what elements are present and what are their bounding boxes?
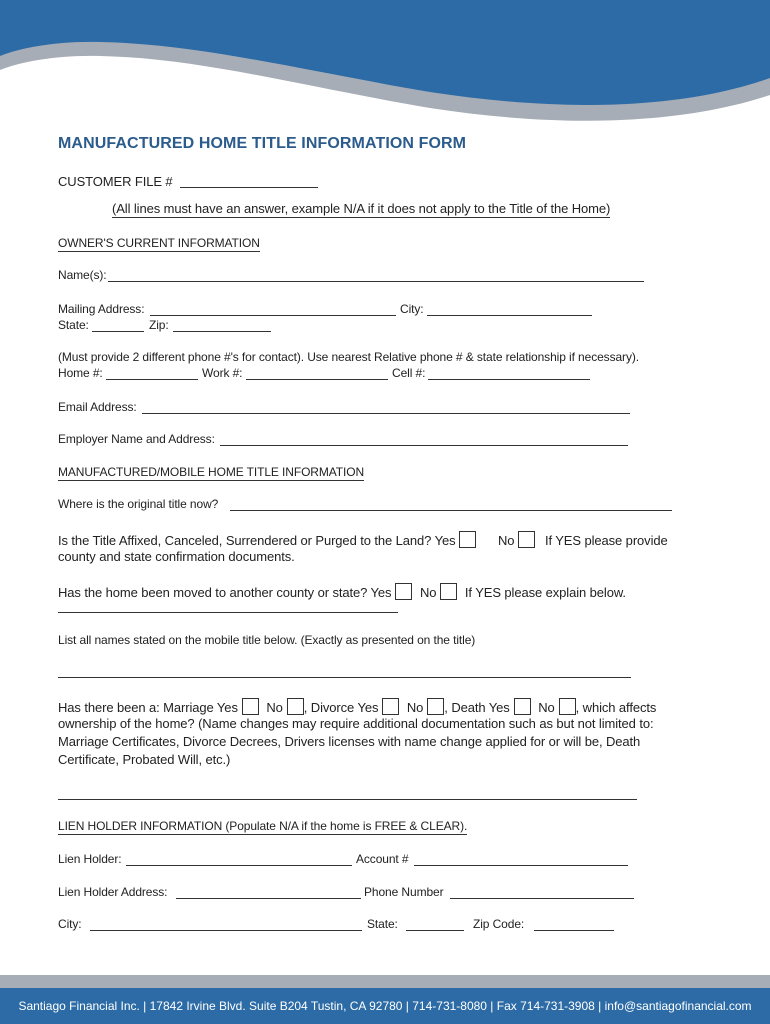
account-label: Account #: [356, 852, 409, 866]
lien-phone-label: Phone Number: [364, 885, 444, 899]
footer: [0, 988, 770, 1024]
divorce-yes-checkbox[interactable]: [382, 698, 399, 715]
form-title: MANUFACTURED HOME TITLE INFORMATION FORM: [58, 135, 467, 152]
list-names-field[interactable]: [58, 665, 631, 678]
email-label: Email Address:: [58, 400, 137, 414]
cell-phone-field[interactable]: [428, 367, 590, 380]
lien-phone-field[interactable]: [450, 886, 634, 899]
lien-city-label: City:: [58, 917, 82, 931]
marriage-no-label: No: [266, 700, 283, 715]
marriage-explain-field[interactable]: [58, 787, 637, 800]
moved-no-label: No: [419, 585, 437, 600]
divorce-no-checkbox[interactable]: [427, 698, 444, 715]
employer-label: Employer Name and Address:: [58, 432, 215, 446]
mailing-address-label: Mailing Address:: [58, 302, 145, 316]
list-names-label: List all names stated on the mobile title below. (Exactly as presented on the title): [58, 633, 476, 647]
instruction-text: (All lines must have an answer, example N/A if it does not apply to the Title of the Home): [112, 201, 611, 216]
state-field[interactable]: [92, 319, 144, 332]
death-no-label: No: [538, 700, 555, 715]
marriage-no-checkbox[interactable]: [287, 698, 304, 715]
original-title-label: Where is the original title now?: [58, 497, 219, 511]
employer-field[interactable]: [220, 433, 628, 446]
mailing-address-field[interactable]: [150, 303, 396, 316]
lien-zip-label: Zip Code:: [473, 917, 525, 931]
marriage-line2: ownership of the home? (Name changes may require additional documentation such as but not limited to:: [58, 716, 654, 731]
affixed-question: Is the Title Affixed, Canceled, Surrendered or Purged to the Land? Yes: [58, 533, 456, 548]
moved-question-row: [58, 583, 626, 600]
email-field[interactable]: [142, 401, 630, 414]
account-field[interactable]: [414, 853, 628, 866]
moved-tail: If YES please explain below.: [464, 585, 626, 600]
phone-note: (Must provide 2 different phone #'s for contact). Use nearest Relative phone # & state relationship if necessary).: [58, 350, 639, 364]
moved-explain-field[interactable]: [58, 600, 398, 613]
death-label: , Death Yes: [444, 700, 510, 715]
cell-phone-label: Cell #:: [392, 366, 426, 380]
marriage-line4: Certificate, Probated Will, etc.): [58, 752, 231, 767]
lien-zip-field[interactable]: [534, 918, 614, 931]
affixed-tail: If YES please provide: [544, 533, 668, 548]
city-label: City:: [400, 302, 424, 316]
lien-address-field[interactable]: [176, 886, 361, 899]
customer-file-field[interactable]: [180, 175, 318, 188]
lien-holder-label: Lien Holder:: [58, 852, 122, 866]
city-field[interactable]: [427, 303, 592, 316]
home-phone-label: Home #:: [58, 366, 103, 380]
lien-address-label: Lien Holder Address:: [58, 885, 168, 899]
affixed-line2: county and state confirmation documents.: [58, 549, 295, 564]
footer-contact-text: Santiago Financial Inc. | 17842 Irvine Blvd. Suite B204 Tustin, CA 92780 | 714-731-8080 | Fax 714-731-3908 | info@santiagofinancial.com: [18, 999, 752, 1013]
moved-no-checkbox[interactable]: [440, 583, 457, 600]
customer-file-label: CUSTOMER FILE #: [58, 174, 173, 189]
lien-state-label: State:: [367, 917, 398, 931]
death-no-checkbox[interactable]: [559, 698, 576, 715]
marriage-yes-checkbox[interactable]: [242, 698, 259, 715]
divorce-no-label: No: [406, 700, 424, 715]
marriage-label: Has there been a: Marriage Yes: [58, 700, 238, 715]
zip-label: Zip:: [149, 318, 169, 332]
footer-accent-bar: [0, 975, 770, 988]
affixed-no-label: No: [498, 533, 515, 548]
affixed-question-row: [58, 531, 668, 548]
zip-field[interactable]: [173, 319, 271, 332]
home-phone-field[interactable]: [106, 367, 198, 380]
affects-label: , which affects: [575, 700, 657, 715]
original-title-field[interactable]: [230, 498, 672, 511]
moved-yes-checkbox[interactable]: [395, 583, 412, 600]
names-field[interactable]: [108, 269, 644, 282]
title-section-heading: MANUFACTURED/MOBILE HOME TITLE INFORMATION: [58, 465, 365, 479]
work-phone-field[interactable]: [246, 367, 388, 380]
lien-state-field[interactable]: [406, 918, 464, 931]
affixed-no-checkbox[interactable]: [518, 531, 535, 548]
lien-section-heading: LIEN HOLDER INFORMATION (Populate N/A if the home is FREE & CLEAR).: [58, 819, 468, 833]
lien-holder-field[interactable]: [126, 853, 352, 866]
death-yes-checkbox[interactable]: [514, 698, 531, 715]
moved-question: Has the home been moved to another county or state? Yes: [58, 585, 392, 600]
divorce-label: , Divorce Yes: [303, 700, 379, 715]
state-label: State:: [58, 318, 89, 332]
affixed-yes-checkbox[interactable]: [459, 531, 476, 548]
header-wave: [0, 0, 770, 130]
names-label: Name(s):: [58, 268, 107, 282]
owner-section-heading: OWNER'S CURRENT INFORMATION: [58, 236, 260, 250]
work-phone-label: Work #:: [202, 366, 243, 380]
lien-city-field[interactable]: [90, 918, 362, 931]
marriage-line3: Marriage Certificates, Divorce Decrees, Drivers licenses with name change applied for or will be, Death: [58, 734, 641, 749]
marriage-question-row: [58, 698, 656, 715]
